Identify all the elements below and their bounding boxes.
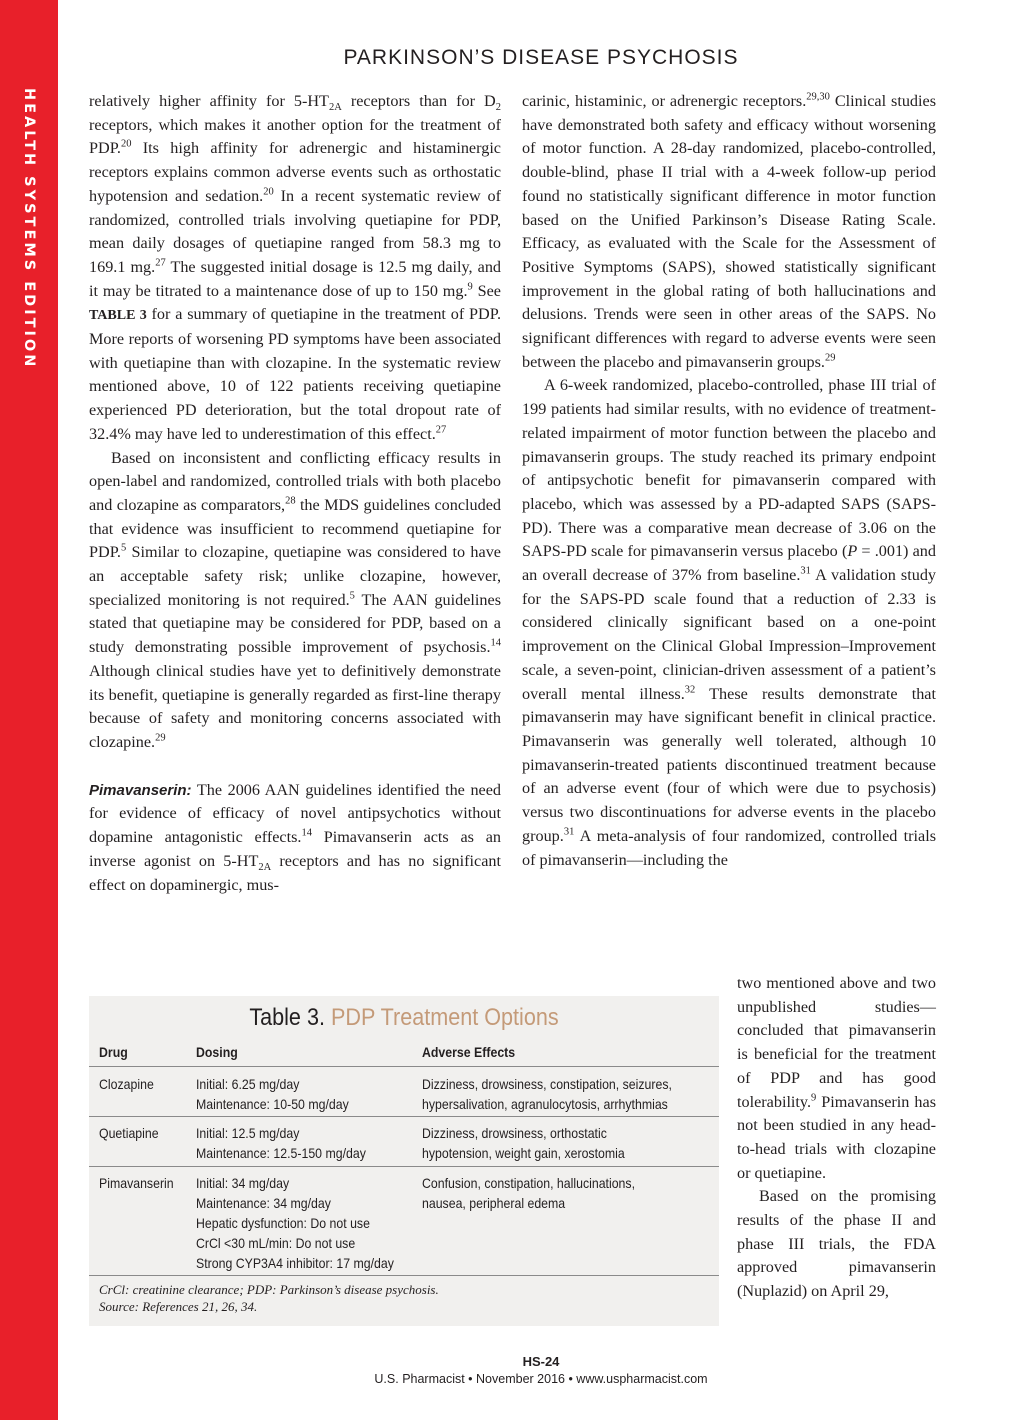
- table-footnote: CrCl: creatinine clearance; PDP: Parkinson’s disease psychosis. Source: References 21, 26, 34.: [99, 1282, 439, 1314]
- table-row: Quetiapine Initial: 12.5 mg/day Maintenance: 12.5-150 mg/day Dizziness, drowsiness, orthostatic hypotension, weight gain, xerostomia: [89, 1117, 719, 1167]
- right-paragraph-1: carinic, histaminic, or adrenergic receptors.$^{29,30}$ Clinical studies have demonstrated both safety and efficacy without worsening of motor function. A 28-day randomized, placebo-controlled, double-blind, phase II trial with a 4-week follow-up period found no statistically significant difference in motor function based on the Unified Parkinson’s Disease Rating Scale. Efficacy, as evaluated with the Scale for the Assessment of Positive Symptoms (SAPS), showed statistically significant improvement in the global rating of both hallucinations and delusions. Trends were seen in other areas of the SAPS. No significant differences with regard to adverse events were seen between the placebo and pimavanserin groups.$^{29}$: [522, 91, 936, 371]
- page-footer: U.S. Pharmacist • November 2016 • www.uspharmacist.com: [374, 1372, 708, 1386]
- left-paragraph-3: Pimavanserin: The 2006 AAN guidelines identified the need for evidence of efficacy of novel antipsychotics without dopamine antagonistic effects.$^{14}$ Pimavanserin acts as an inverse agonist on $5-HT_{2A}$ receptors and has no significant effect on dopaminergic, mus-: [89, 780, 501, 894]
- table-row: Pimavanserin Initial: 34 mg/day Maintenance: 34 mg/day Hepatic dysfunction: Do not use CrCl <30 mL/min: Do not use Strong CYP3A4 inhibitor: 17 mg/day Confusion, constipation, hallucinations, nausea, peripheral edema: [89, 1167, 719, 1276]
- edition-label: HEALTH SYSTEMS EDITION: [21, 88, 37, 370]
- edition-sidebar: [0, 0, 58, 1420]
- left-column: [89, 90, 501, 897]
- left-paragraph-1: relatively higher affinity for $5-HT_{2A}$ receptors than for $D_2$ receptors, which makes it another option for the treatment of PDP.$^{20}$ Its high affinity for adrenergic and histaminergic receptors explains common adverse events such as orthostatic hypotension and sedation.$^{20}$ In a recent systematic review of randomized, controlled trials involving quetiapine for PDP, mean daily dosages of quetiapine ranged from 58.3 mg to 169.1 mg.$^{27}$ The suggested initial dosage is 12.5 mg daily, and it may be titrated to a maintenance dose of up to 150 mg.$^9$ See TABLE 3 for a summary of quetiapine in the treatment of PDP. More reports of worsening PD symptoms have been associated with quetiapine than with clozapine. In the systematic review mentioned above, 10 of 122 patients receiving quetiapine experienced PD deterioration, but the total dropout rate of 32.4% may have led to underestimation of this effect.$^{27}$: [89, 92, 502, 443]
- right-paragraph-2-cont: two mentioned above and two unpublished studies—concluded that pimavanserin is beneficial for the treatment of PDP and has good tolerability.$^9$ Pimavanserin has not been studied in any head-to-head trials with clozapine or quetiapine.: [737, 974, 936, 1182]
- table-reference: TABLE 3: [89, 308, 147, 324]
- treatment-table: [89, 996, 719, 1326]
- table-row: Clozapine Initial: 6.25 mg/day Maintenance: 10-50 mg/day Dizziness, drowsiness, constipation, seizures, hypersalivation, agranulocytosis, arrhythmias: [89, 1068, 719, 1117]
- section-heading: Pimavanserin:: [89, 781, 192, 799]
- running-head: [0, 46, 1024, 70]
- right-paragraph-2: A 6-week randomized, placebo-controlled, phase III trial of 199 patients had similar results, with no evidence of treatment-related impairment of motor function between the placebo and pimavanserin groups. The study reached its primary endpoint of antipsychotic benefit for pimavanserin compared with placebo, which was assessed by a PD-adapted SAPS (SAPS-PD). There was a comparative mean decrease of 3.06 on the SAPS-PD scale for pimavanserin versus placebo (P = .001) and an overall decrease of 37% from baseline.$^{31}$ A validation study for the SAPS-PD scale found that a reduction of 2.33 is considered clinically significant based on a one-point improvement on the Clinical Global Impression–Improvement scale, a seven-point, clinician-driven assessment of a patient’s overall mental illness.$^{32}$ These results demonstrate that pimavanserin may have significant benefit in clinical practice. Pimavanserin was generally well tolerated, although 10 pimavanserin-treated patients discontinued treatment because of an adverse event (four of which were due to psychosis) versus two discontinuations for adverse events in the placebo group.$^{31}$ A meta-analysis of four randomized, controlled trials of pimavanserin—including the: [522, 376, 937, 869]
- table-title: Table 3. PDP Treatment Options: [249, 1004, 559, 1031]
- right-column: [522, 90, 936, 872]
- right-narrow-column: [737, 972, 936, 1304]
- col-header-dosing: Dosing: [196, 1044, 238, 1060]
- running-head-text: PARKINSON’S DISEASE PSYCHOSIS: [343, 46, 739, 69]
- page-number: HS-24: [522, 1354, 560, 1369]
- col-header-effects: Adverse Effects: [422, 1044, 516, 1060]
- left-paragraph-2: Based on inconsistent and conflicting efficacy results in open-label and randomized, controlled trials with both placebo and clozapine as comparators,$^{28}$ the MDS guidelines concluded that evidence was insufficient to recommend quetiapine for PDP.$^5$ Similar to clozapine, quetiapine was considered to have an acceptable safety risk; unlike clozapine, however, specialized monitoring is not required.$^5$ The AAN guidelines stated that quetiapine may be considered for PDP, based on a study demonstrating possible improvement of psychosis.$^{14}$ Although clinical studies have yet to definitively demonstrate its benefit, quetiapine is generally regarded as first-line therapy because of safety and monitoring concerns associated with clozapine.$^{29}$: [89, 448, 501, 751]
- table-header: [89, 1044, 719, 1067]
- col-header-drug: Drug: [99, 1044, 128, 1060]
- right-paragraph-3: Based on the promising results of the phase II and phase III trials, the FDA approved pimavanserin (Nuplazid) on April 29,: [737, 1187, 936, 1301]
